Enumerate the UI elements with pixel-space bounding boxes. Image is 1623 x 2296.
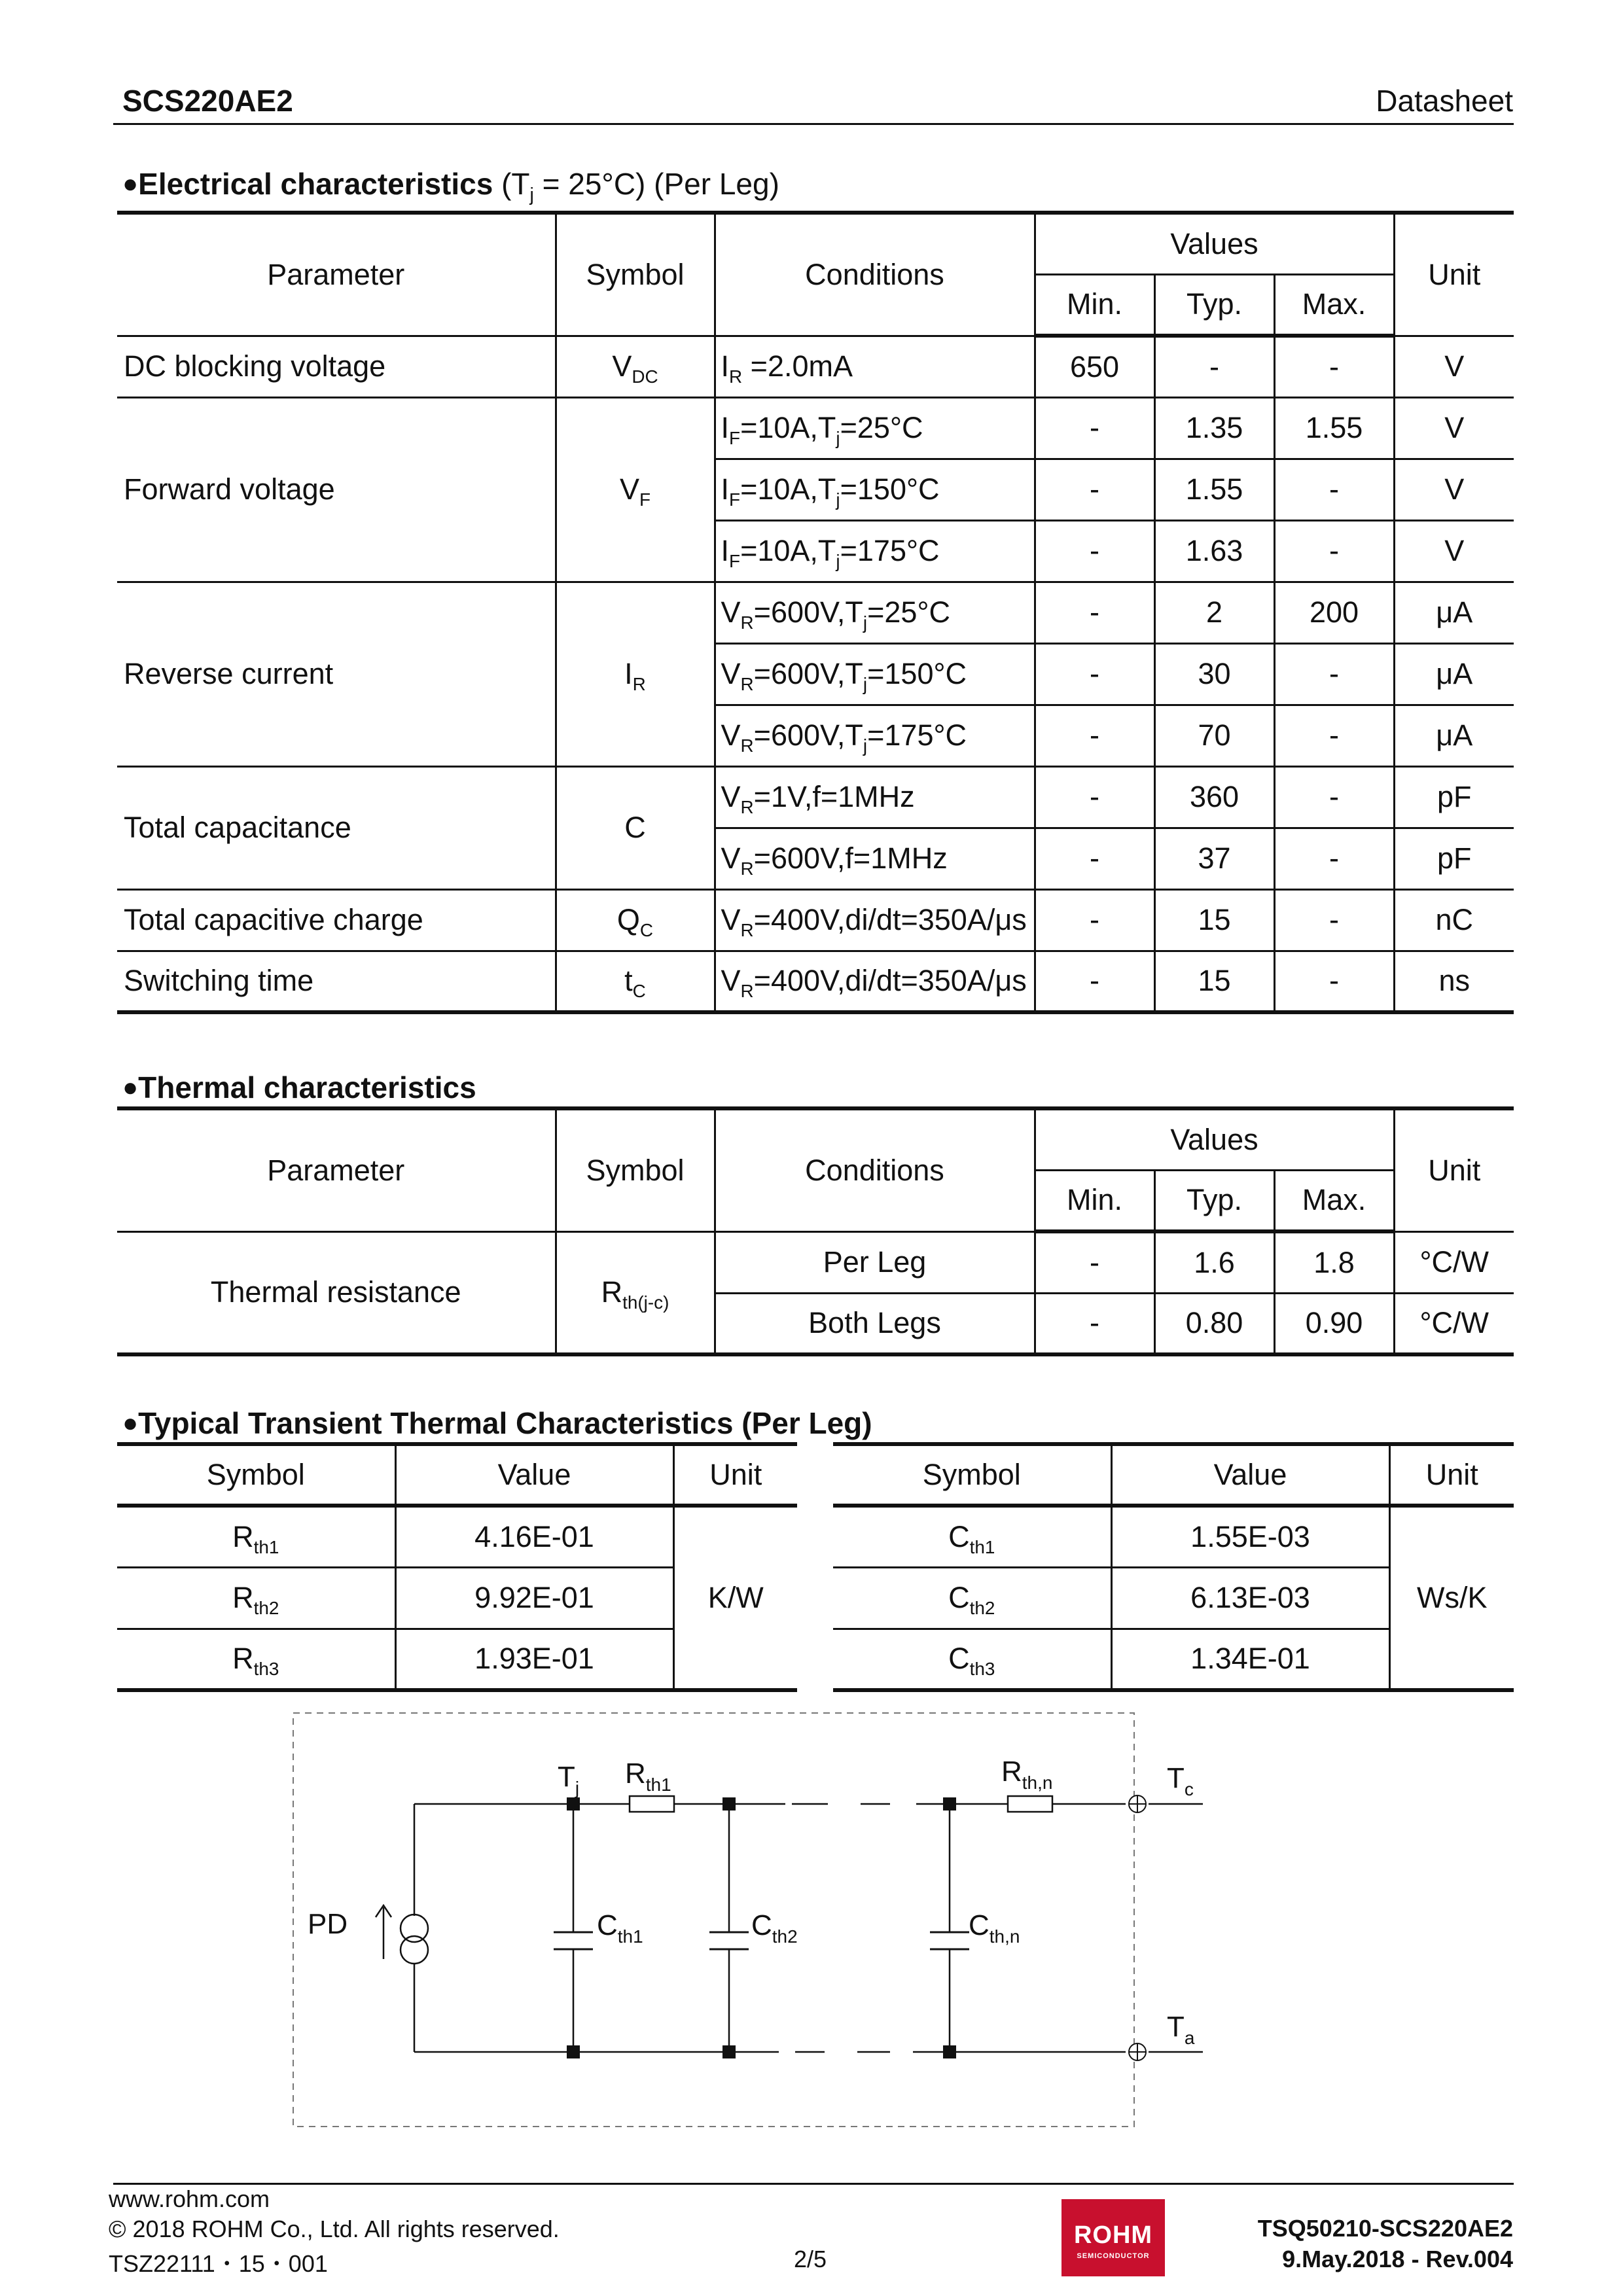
footer-code: TSZ22111・15・001: [109, 2250, 328, 2277]
resistor-rthn-icon: [1008, 1796, 1052, 1812]
table-row: $V_R=600V,T_j=150^\circ C$ - 30 - μA: [117, 643, 1514, 705]
thermal-table: Parameter Symbol Conditions Values Unit Min. Typ. Max. Thermal resistance $R_{th(j-c)}$ Per Leg - 1.6 1.8 °C/W Both Legs - 0.80 0.90 °C/W: [117, 1106, 1514, 1356]
header-conditions: Conditions: [715, 213, 1035, 336]
transient-section-title: ●Typical Transient Thermal Characteristics (Per Leg): [122, 1406, 872, 1440]
resistor-rth1-icon: [630, 1796, 674, 1812]
bullet-icon: ●: [122, 1073, 139, 1102]
table-row: $V_R=600V,T_j=175^\circ C$ - 70 - μA: [117, 705, 1514, 766]
header-min: Min.: [1035, 274, 1154, 336]
table-row: DC blocking voltage $V_{DC}$ $I_R =2.0mA$ 650 - - V: [117, 336, 1514, 397]
part-number: SCS220AE2: [122, 84, 293, 118]
page-number: 2/5: [794, 2246, 827, 2272]
transient-r-table: Symbol Value Unit $R_{th1}$ 4.16E-01 K/W $R_{th2}$ 9.92E-01 $R_{th3}$ 1.93E-01: [117, 1442, 797, 1692]
table-row: $C_{th2}$ 6.13E-03: [833, 1567, 1514, 1629]
footer-date-rev: 9.May.2018 - Rev.004: [1282, 2246, 1513, 2272]
cth1-label: $C_{th1}$: [597, 1909, 643, 1947]
header-symbol: Symbol: [556, 213, 715, 336]
header-max: Max.: [1274, 274, 1394, 336]
table-row: $R_{th2}$ 9.92E-01: [117, 1567, 797, 1629]
document-type: Datasheet: [1376, 84, 1513, 118]
table-row: $C_{th3}$ 1.34E-01: [833, 1629, 1514, 1690]
rth1-label: $R_{th1}$: [625, 1757, 671, 1795]
table-row: Both Legs - 0.80 0.90 °C/W: [117, 1293, 1514, 1354]
table-row: Switching time $t_C$ $V_R=400V,di/dt=350A/\mu s$ - 15 - ns: [117, 951, 1514, 1012]
tc-label: $T_c$: [1167, 1762, 1194, 1799]
table-row: $C_{th1}$ 1.55E-03 Ws/K: [833, 1506, 1514, 1567]
table-row: Forward voltage $V_F$ $I_F=10A,T_j=25^\circ C$ - 1.35 1.55 V: [117, 397, 1514, 459]
table-row: $I_F=10A,T_j=175^\circ C$ - 1.63 - V: [117, 520, 1514, 582]
table-row: $V_R=600V,f=1MHz$ - 37 - pF: [117, 828, 1514, 889]
header-values: Values: [1035, 213, 1394, 274]
cthn-label: $C_{th,n}$: [969, 1909, 1020, 1947]
thermal-section-title: ●Thermal characteristics: [122, 1070, 476, 1104]
table-row: Reverse current $I_R$ $V_R=600V,T_j=25^\circ C$ - 2 200 μA: [117, 582, 1514, 643]
rohm-logo: ROHM SEMICONDUCTOR: [1061, 2199, 1165, 2276]
footer-copyright: © 2018 ROHM Co., Ltd. All rights reserved.: [109, 2216, 560, 2242]
header-typ: Typ.: [1154, 274, 1274, 336]
rthn-label: $R_{th,n}$: [1001, 1756, 1053, 1793]
table-row: Thermal resistance $R_{th(j-c)}$ Per Leg - 1.6 1.8 °C/W: [117, 1231, 1514, 1293]
electrical-section-title: ●Electrical characteristics $(T_j = 25^\circ C)$ (Per Leg): [122, 167, 779, 205]
table-row: Total capacitance C $V_R=1V,f=1MHz$ - 360 - pF: [117, 766, 1514, 828]
bullet-icon: ●: [122, 1409, 139, 1438]
transient-c-table: Symbol Value Unit $C_{th1}$ 1.55E-03 Ws/K $C_{th2}$ 6.13E-03 $C_{th3}$ 1.34E-01: [833, 1442, 1514, 1692]
table-row: Total capacitive charge $Q_C$ $V_R=400V,di/dt=350A/\mu s$ - 15 - nC: [117, 889, 1514, 951]
cth2-label: $C_{th2}$: [751, 1909, 798, 1947]
bullet-icon: ●: [122, 169, 139, 198]
pd-label: PD: [308, 1908, 348, 1940]
tj-label: $T_j$: [558, 1761, 580, 1798]
footer-url[interactable]: www.rohm.com: [109, 2185, 270, 2212]
footer-doc-id: TSQ50210-SCS220AE2: [1257, 2215, 1513, 2242]
table-row: $I_F=10A,T_j=150^\circ C$ - 1.55 - V: [117, 459, 1514, 520]
table-row: $R_{th1}$ 4.16E-01 K/W: [117, 1506, 797, 1567]
footer-divider: [113, 2183, 1514, 2185]
ta-label: $T_a$: [1167, 2011, 1195, 2048]
table-row: $R_{th3}$ 1.93E-01: [117, 1629, 797, 1690]
header-parameter: Parameter: [117, 213, 556, 336]
current-source-icon: [376, 1905, 428, 1964]
header-unit: Unit: [1394, 213, 1514, 336]
